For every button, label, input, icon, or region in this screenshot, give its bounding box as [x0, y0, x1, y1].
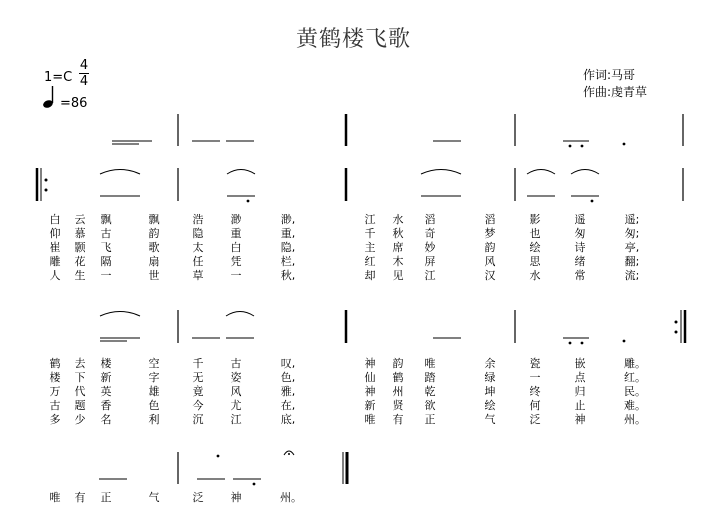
lyric-char: 千 [192, 357, 204, 370]
lyric-char: 主 [364, 241, 376, 254]
lyric-char: 白 [230, 241, 242, 254]
lyric-char: 雄 [148, 385, 160, 398]
lyric-char: 气 [484, 413, 496, 426]
lyric-char: 无 [192, 371, 204, 384]
lyric-char: 云 [74, 213, 86, 226]
lyric-char: 底, [280, 413, 296, 426]
lyric-char: 歌 [148, 241, 160, 254]
lyric-char: 席 [392, 241, 404, 254]
octave-dot [623, 340, 626, 343]
lyric-char: 楼 [49, 371, 61, 384]
lyric-char: 凭 [230, 255, 242, 268]
barlines-and-marks [37, 114, 685, 485]
octave-dot [591, 200, 594, 203]
octave-dot [253, 483, 256, 486]
lyric-char: 任 [192, 255, 204, 268]
lyric-char: 滔 [484, 213, 496, 226]
slur [227, 170, 255, 175]
tempo-marking: =86 [60, 96, 88, 111]
lyric-char: 匆; [624, 227, 640, 240]
slur [421, 170, 461, 175]
lyric-char: 梦 [484, 227, 496, 240]
lyric-char: 难。 [624, 399, 646, 412]
lyric-char: 江 [364, 213, 376, 226]
lyric-char: 州。 [280, 491, 302, 504]
lyric-char: 世 [148, 269, 160, 282]
octave-dot [569, 145, 572, 148]
lyric-char: 气 [148, 491, 160, 504]
lyric-char: 扇 [148, 255, 160, 268]
lyric-char: 踏 [424, 371, 436, 384]
lyric-char: 鹤 [49, 357, 61, 370]
lyric-char: 绪 [574, 255, 586, 268]
octave-dot [569, 342, 572, 345]
lyric-char: 何 [529, 399, 541, 412]
lyric-char: 利 [148, 413, 160, 426]
lyric-char: 瓷 [529, 357, 541, 370]
lyric-char: 浩 [192, 213, 204, 226]
lyric-char: 万 [49, 385, 61, 398]
lyric-char: 字 [148, 371, 160, 384]
lyric-char: 红 [364, 255, 376, 268]
lyric-char: 风 [230, 385, 242, 398]
lyric-char: 慕 [74, 227, 86, 240]
lyric-char: 香 [100, 399, 112, 412]
lyric-char: 空 [148, 357, 160, 370]
lyric-char: 遥 [574, 213, 586, 226]
lyric-char: 渺 [230, 213, 242, 226]
repeat-dot [45, 189, 48, 192]
lyric-char: 妙 [424, 241, 436, 254]
lyric-char: 江 [424, 269, 436, 282]
lyric-char: 题 [74, 399, 86, 412]
lyric-char: 流; [624, 269, 640, 282]
lyric-char: 点 [574, 371, 586, 384]
lyric-char: 今 [192, 399, 204, 412]
lyric-char: 韵 [392, 357, 404, 370]
lyric-char: 终 [529, 385, 541, 398]
lyric-char: 雕。 [624, 357, 646, 370]
lyric-char: 代 [74, 385, 86, 398]
lyric-char: 江 [230, 413, 242, 426]
lyric-char: 神 [364, 385, 376, 398]
lyric-char: 坤 [484, 385, 496, 398]
lyric-char: 重, [280, 227, 296, 240]
lyric-char: 余 [484, 357, 496, 370]
lyric-char: 仙 [364, 371, 376, 384]
lyric-char: 红。 [624, 371, 646, 384]
lyric-char: 竟 [192, 385, 204, 398]
lyric-char: 常 [574, 269, 586, 282]
lyric-char: 雕 [49, 255, 61, 268]
lyric-char: 绘 [484, 399, 496, 412]
lyric-char: 神 [364, 357, 376, 370]
lyric-char: 沉 [192, 413, 204, 426]
lyric-char: 飞 [100, 241, 112, 254]
lyric-char: 神 [574, 413, 586, 426]
lyric-char: 雅, [280, 385, 296, 398]
lyric-char: 韵 [484, 241, 496, 254]
lyric-char: 下 [74, 371, 86, 384]
lyric-char: 飘 [148, 213, 160, 226]
lyric-char: 乾 [424, 385, 436, 398]
lyric-char: 鹤 [392, 371, 404, 384]
lyric-char: 色, [280, 371, 296, 384]
lyricist-credit: 作词:马哥 [583, 68, 636, 82]
lyric-char: 欲 [424, 399, 436, 412]
lyric-char: 贤 [392, 399, 404, 412]
lyric-char: 隐 [192, 227, 204, 240]
lyric-char: 古 [49, 399, 61, 412]
lyric-char: 唯 [49, 491, 61, 504]
octave-dot [581, 342, 584, 345]
lyric-char: 色 [148, 399, 160, 412]
lyric-char: 绘 [529, 241, 541, 254]
slur [100, 312, 140, 317]
slur [571, 170, 599, 175]
lyric-char: 奇 [424, 227, 436, 240]
lyric-char: 隐, [280, 241, 296, 254]
lyric-char: 水 [392, 213, 404, 226]
lyric-char: 在, [280, 399, 296, 412]
slur [527, 170, 555, 175]
lyric-char: 隔 [100, 255, 112, 268]
lyric-char: 归 [574, 385, 586, 398]
lyric-char: 尤 [230, 399, 242, 412]
lyric-char: 栏, [280, 255, 296, 268]
lyric-char: 重 [230, 227, 242, 240]
lyric-char: 诗 [574, 241, 586, 254]
lyric-char: 亭, [624, 241, 640, 254]
lyric-char: 飘 [100, 213, 112, 226]
lyric-char: 绿 [484, 371, 496, 384]
lyric-char: 名 [100, 413, 112, 426]
lyric-char: 一 [100, 269, 112, 282]
lyric-char: 生 [74, 269, 86, 282]
octave-dot [581, 145, 584, 148]
lyric-char: 唯 [364, 413, 376, 426]
lyric-char: 新 [364, 399, 376, 412]
lyric-char: 少 [74, 413, 86, 426]
octave-dot [623, 143, 626, 146]
lyric-char: 民。 [624, 385, 646, 398]
composer-credit: 作曲:虔青草 [583, 85, 648, 99]
lyric-char: 遥; [624, 213, 640, 226]
lyric-char: 仰 [49, 227, 61, 240]
lyric-char: 颢 [74, 241, 86, 254]
lyric-char: 英 [100, 385, 112, 398]
lyric-char: 泛 [192, 491, 204, 504]
lyric-char: 有 [74, 491, 86, 504]
fermata-dot [288, 453, 290, 455]
lyric-char: 止 [574, 399, 586, 412]
quarter-note-icon [42, 86, 54, 109]
lyric-char: 白 [49, 213, 61, 226]
lyric-char: 花 [74, 255, 86, 268]
lyric-char: 千 [364, 227, 376, 240]
lyric-char: 正 [100, 491, 112, 504]
slur [100, 170, 140, 175]
lyric-char: 楼 [100, 357, 112, 370]
lyric-char: 州 [392, 385, 404, 398]
lyric-char: 渺, [280, 213, 296, 226]
lyric-char: 崔 [49, 241, 61, 254]
lyric-char: 影 [529, 213, 541, 226]
lyric-char: 屏 [424, 255, 436, 268]
lyric-char: 新 [100, 371, 112, 384]
lyric-char: 多 [49, 413, 61, 426]
lyric-char: 太 [192, 241, 204, 254]
lyric-char: 去 [74, 357, 86, 370]
lyric-char: 正 [424, 413, 436, 426]
time-signature-bottom: 4 [79, 74, 89, 89]
lyric-char: 也 [529, 227, 541, 240]
song-title: 黄鹤楼飞歌 [295, 27, 411, 52]
lyric-char: 翻; [624, 255, 640, 268]
octave-dot [247, 200, 250, 203]
key-signature: 1=C [44, 70, 73, 85]
lyric-char: 古 [100, 227, 112, 240]
lyric-char: 泛 [529, 413, 541, 426]
lyric-char: 一 [529, 371, 541, 384]
lyric-char: 草 [192, 269, 204, 282]
lyric-char: 秋 [392, 227, 404, 240]
lyric-char: 思 [529, 255, 541, 268]
lyric-char: 水 [529, 269, 541, 282]
octave-dot [217, 455, 220, 458]
lyric-char: 古 [230, 357, 242, 370]
lyric-char: 州。 [624, 413, 646, 426]
lyric-char: 木 [392, 255, 404, 268]
lyric-char: 见 [392, 269, 404, 282]
lyric-char: 一 [230, 269, 242, 282]
lyric-char: 滔 [424, 213, 436, 226]
slur [226, 312, 254, 317]
lyric-char: 神 [230, 491, 242, 504]
lyric-char: 唯 [424, 357, 436, 370]
lyric-char: 叹, [280, 357, 296, 370]
lyric-char: 秋, [280, 269, 296, 282]
lyric-char: 匆 [574, 227, 586, 240]
lyric-char: 有 [392, 413, 404, 426]
lyric-char: 姿 [230, 371, 242, 384]
lyric-char: 人 [49, 269, 61, 282]
repeat-dot [675, 321, 678, 324]
lyric-char: 风 [484, 255, 496, 268]
lyric-char: 嵌 [574, 357, 586, 370]
lyric-char: 汉 [484, 269, 496, 282]
lyric-char: 韵 [148, 227, 160, 240]
repeat-dot [675, 331, 678, 334]
lyric-char: 却 [364, 269, 376, 282]
time-signature-top: 4 [79, 58, 89, 73]
repeat-dot [45, 179, 48, 182]
